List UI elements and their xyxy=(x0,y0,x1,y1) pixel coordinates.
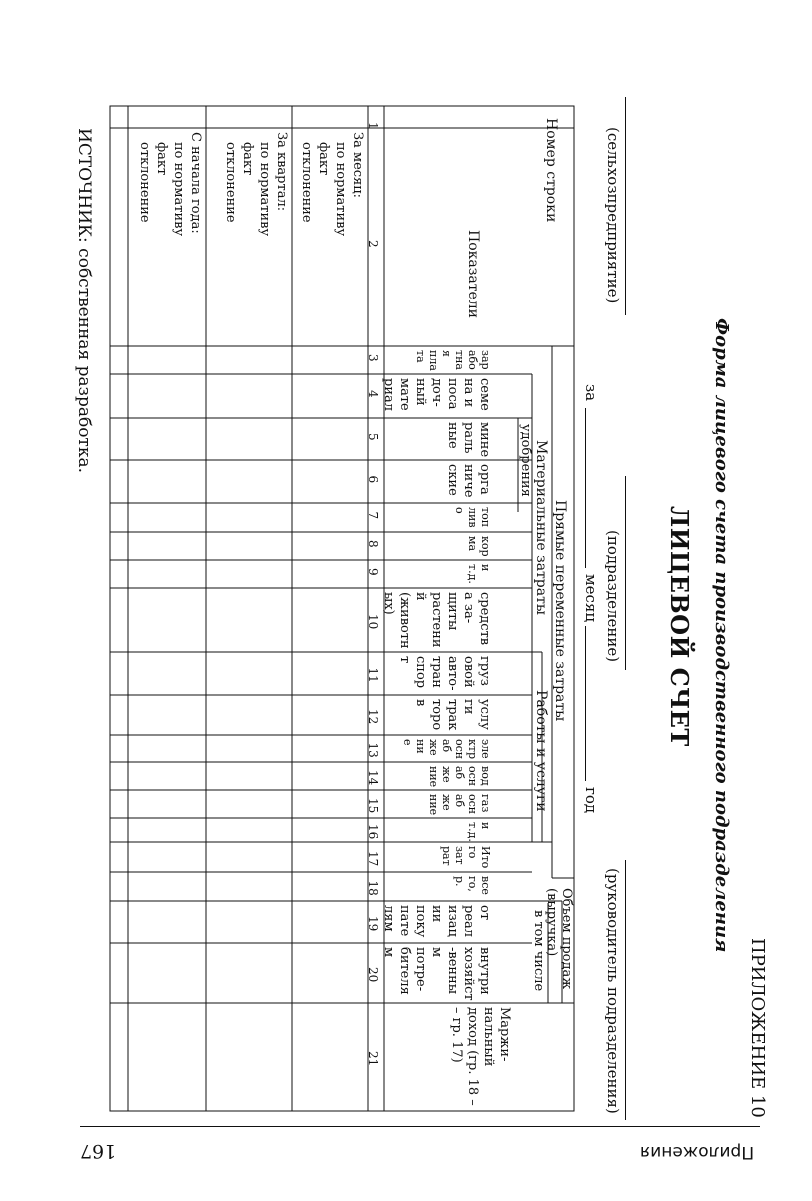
indicator-line: отклонение xyxy=(137,142,152,223)
form-subtitle: Форма лицевого счета производственного подразделения xyxy=(711,318,732,953)
column-header-15: газоснабжение xyxy=(427,794,492,816)
group-material: Материальные затраты xyxy=(533,440,549,615)
column-number-17: 17 xyxy=(366,851,380,867)
column-number-12: 12 xyxy=(366,709,380,725)
indicators-header: Показатели xyxy=(465,230,481,318)
indicator-row-1 xyxy=(298,132,366,236)
column-number-10: 10 xyxy=(366,614,380,630)
column-header-11: грузовой авто-транспорт xyxy=(397,656,492,691)
group-fertilizers: удобрения xyxy=(518,424,533,497)
indicator-line: факт xyxy=(316,142,331,176)
indicator-line: факт xyxy=(154,142,169,176)
column-header-8: корма xyxy=(466,536,492,557)
column-header-18: всего, р. xyxy=(453,876,492,895)
indicator-heading: За месяц: xyxy=(350,132,365,199)
column-number-3: 3 xyxy=(366,354,380,362)
column-header-20: внутрихозяйст-венным потре-бителям xyxy=(381,947,492,1001)
column-header-12: услуги тракторов xyxy=(413,699,492,731)
indicator-line: факт xyxy=(240,142,255,176)
indicator-heading: С начала года: xyxy=(188,132,203,234)
row-number-header: Номер строки xyxy=(543,118,559,223)
column-number-5: 5 xyxy=(366,433,380,441)
indicator-line: по нормативу xyxy=(257,142,272,237)
column-number-7: 7 xyxy=(366,511,380,520)
column-header-17: Итого затрат xyxy=(440,846,492,869)
column-number-13: 13 xyxy=(366,742,380,758)
group-direct-variable: Прямые переменные затраты xyxy=(552,500,568,722)
column-header-7: топливо xyxy=(453,507,492,528)
year-label: год xyxy=(582,787,600,814)
appendix-label: ПРИЛОЖЕНИЕ 10 xyxy=(747,938,768,1118)
column-number-11: 11 xyxy=(366,667,380,683)
indicator-line: отклонение xyxy=(299,142,314,223)
group-works: Работы и услуги xyxy=(533,690,549,812)
indicator-heading: За квартал: xyxy=(274,132,289,212)
page-number: 167 xyxy=(80,1140,117,1162)
column-header-4: семена и посадоч-ный материал xyxy=(381,378,492,411)
column-number-9: 9 xyxy=(366,568,380,576)
indicator-row-3 xyxy=(136,132,204,236)
column-number-14: 14 xyxy=(366,770,380,786)
indicator-line: по нормативу xyxy=(171,142,186,237)
column-number-19: 19 xyxy=(366,916,380,932)
column-number-8: 8 xyxy=(366,540,380,548)
indicator-row-2 xyxy=(222,132,290,236)
indicator-line: отклонение xyxy=(223,142,238,223)
column-header-10: средства за-щиты растений (животных) xyxy=(381,592,492,649)
head-caption: (руководитель подразделения) xyxy=(604,868,622,1114)
source-note: ИСТОЧНИК: собственная разработка. xyxy=(74,128,94,474)
column-number-6: 6 xyxy=(366,475,380,484)
for-label: за xyxy=(582,384,600,402)
column-header-16: и т.д. xyxy=(466,822,492,842)
column-header-13: электроснабжение xyxy=(401,739,492,760)
column-number-15: 15 xyxy=(366,798,380,814)
column-header-21: Маржинальный доход (гр. 18 – – гр. 17) xyxy=(449,1007,512,1106)
column-header-14: водоснабжение xyxy=(427,766,492,788)
col-number-2: 2 xyxy=(366,240,380,248)
month-label: месяц xyxy=(582,574,600,623)
division-caption: (подразделение) xyxy=(604,530,622,663)
enterprise-caption: (сельхозпредприятие) xyxy=(604,127,622,304)
running-header: Приложения xyxy=(640,1142,755,1162)
indicator-line: по нормативу xyxy=(333,142,348,237)
column-header-19: от реализации покупателям xyxy=(381,905,492,938)
column-header-9: и т.д. xyxy=(466,564,492,584)
col-number-1: 1 xyxy=(366,122,380,130)
form-title: ЛИЦЕВОЙ СЧЕТ xyxy=(665,506,694,747)
group-including: в том числе xyxy=(531,910,546,992)
column-number-21: 21 xyxy=(366,1051,380,1067)
column-number-16: 16 xyxy=(366,824,380,840)
column-header-3: заработная плата xyxy=(414,350,492,371)
column-number-20: 20 xyxy=(366,967,380,983)
column-header-6: органические xyxy=(445,464,492,498)
column-number-4: 4 xyxy=(366,390,380,398)
group-sales: Объем продаж (выручка) xyxy=(544,888,574,990)
column-header-5: минеральные xyxy=(445,422,492,458)
column-number-18: 18 xyxy=(366,880,380,896)
